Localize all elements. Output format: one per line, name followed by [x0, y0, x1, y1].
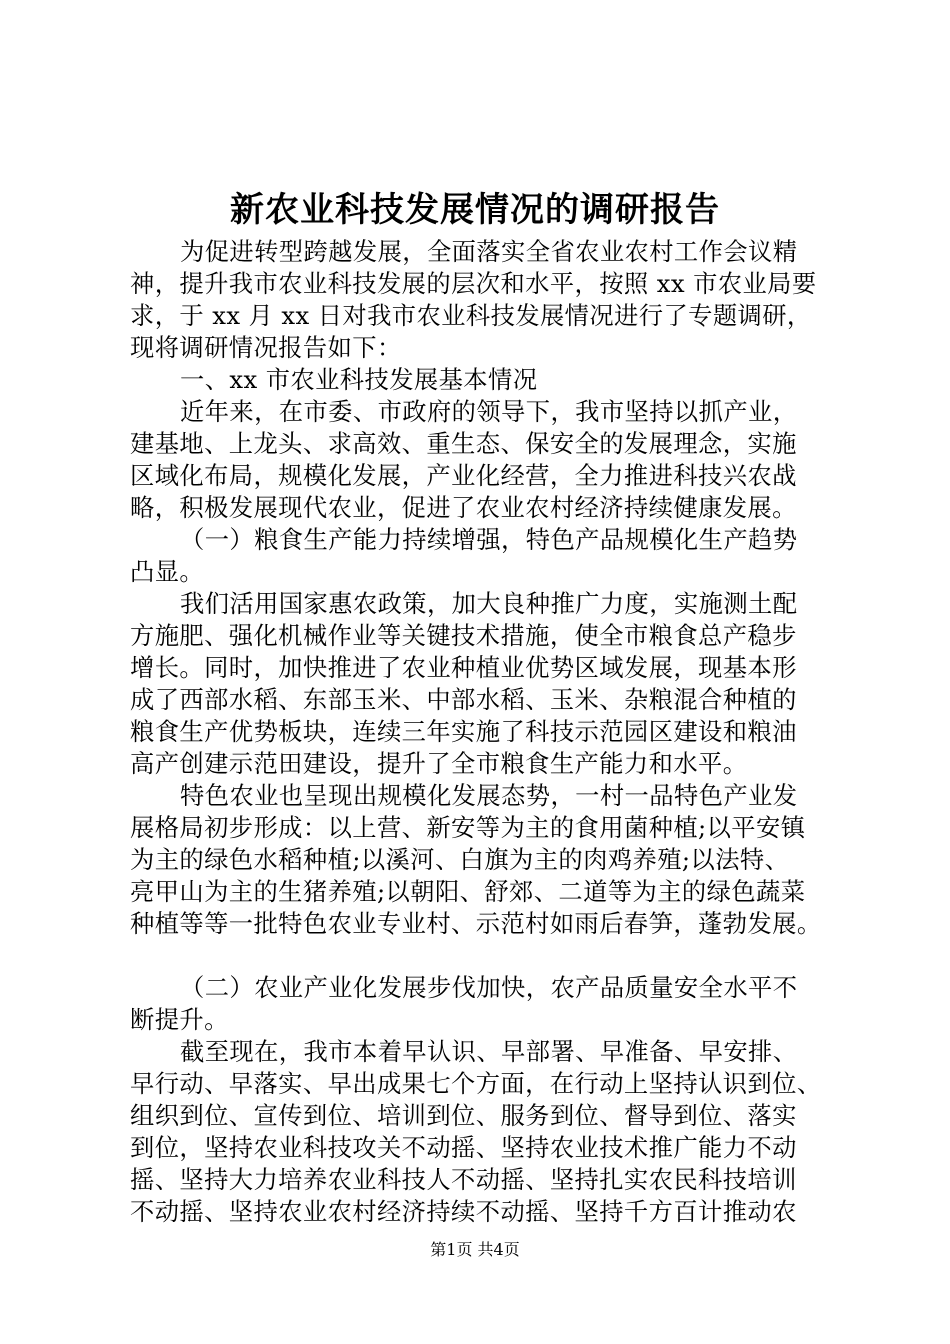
body-line: 粮食生产优势板块，连续三年实施了科技示范园区建设和粮油 [130, 717, 797, 746]
body-line: 增长。同时，加快推进了农业种植业优势区域发展，现基本形 [130, 653, 797, 682]
body-line: 高产创建示范田建设，提升了全市粮食生产能力和水平。 [130, 749, 748, 778]
body-line: 截至现在，我市本着早认识、早部署、早准备、早安排、 [180, 1037, 798, 1066]
body-line: 求，于 xx 月 xx 日对我市农业科技发展情况进行了专题调研， [130, 301, 812, 330]
body-line: 成了西部水稻、东部玉米、中部水稻、玉米、杂粮混合种植的 [130, 685, 797, 714]
body-line: 展格局初步形成：以上营、新安等为主的食用菌种植;以平安镇 [130, 813, 806, 842]
subsection-heading: 断提升。 [130, 1005, 229, 1034]
body-line: 组织到位、宣传到位、培训到位、服务到位、督导到位、落实 [130, 1101, 797, 1130]
body-line: 我们活用国家惠农政策，加大良种推广力度，实施测土配 [180, 589, 798, 618]
body-line: 种植等等一批特色农业专业村、示范村如雨后春笋，蓬勃发展。 [130, 909, 822, 938]
section-heading: 一、xx 市农业科技发展基本情况 [180, 365, 538, 394]
page-footer: 第1页 共4页 [430, 1240, 520, 1259]
body-line: 到位，坚持农业科技攻关不动摇、坚持农业技术推广能力不动 [130, 1133, 797, 1162]
subsection-heading: （二）农业产业化发展步伐加快，农产品质量安全水平不 [180, 973, 798, 1002]
body-line: 方施肥、强化机械作业等关键技术措施，使全市粮食总产稳步 [130, 621, 797, 650]
body-line: 不动摇、坚持农业农村经济持续不动摇、坚持千方百计推动农 [130, 1197, 797, 1226]
body-line: 摇、坚持大力培养农业科技人不动摇、坚持扎实农民科技培训 [130, 1165, 797, 1194]
subsection-heading: （一）粮食生产能力持续增强，特色产品规模化生产趋势 [180, 525, 798, 554]
body-line: 现将调研情况报告如下： [130, 333, 402, 362]
body-line: 神，提升我市农业科技发展的层次和水平，按照 xx 市农业局要 [130, 269, 817, 298]
body-line: 亮甲山为主的生猪养殖;以朝阳、舒郊、二道等为主的绿色蔬菜 [130, 877, 806, 906]
subsection-heading: 凸显。 [130, 557, 205, 586]
body-line: 近年来，在市委、市政府的领导下，我市坚持以抓产业， [180, 397, 798, 426]
body-line: 建基地、上龙头、求高效、重生态、保安全的发展理念，实施 [130, 429, 797, 458]
body-line: 为主的绿色水稻种植;以溪河、白旗为主的肉鸡养殖;以法特、 [130, 845, 790, 874]
body-line: 略，积极发展现代农业，促进了农业农村经济持续健康发展。 [130, 493, 797, 522]
body-line: 区域化布局，规模化发展，产业化经营，全力推进科技兴农战 [130, 461, 797, 490]
body-line: 为促进转型跨越发展，全面落实全省农业农村工作会议精 [180, 237, 798, 266]
body-line: 早行动、早落实、早出成果七个方面，在行动上坚持认识到位、 [130, 1069, 822, 1098]
document-title: 新农业科技发展情况的调研报告 [230, 190, 720, 230]
body-line: 特色农业也呈现出规模化发展态势，一村一品特色产业发 [180, 781, 798, 810]
